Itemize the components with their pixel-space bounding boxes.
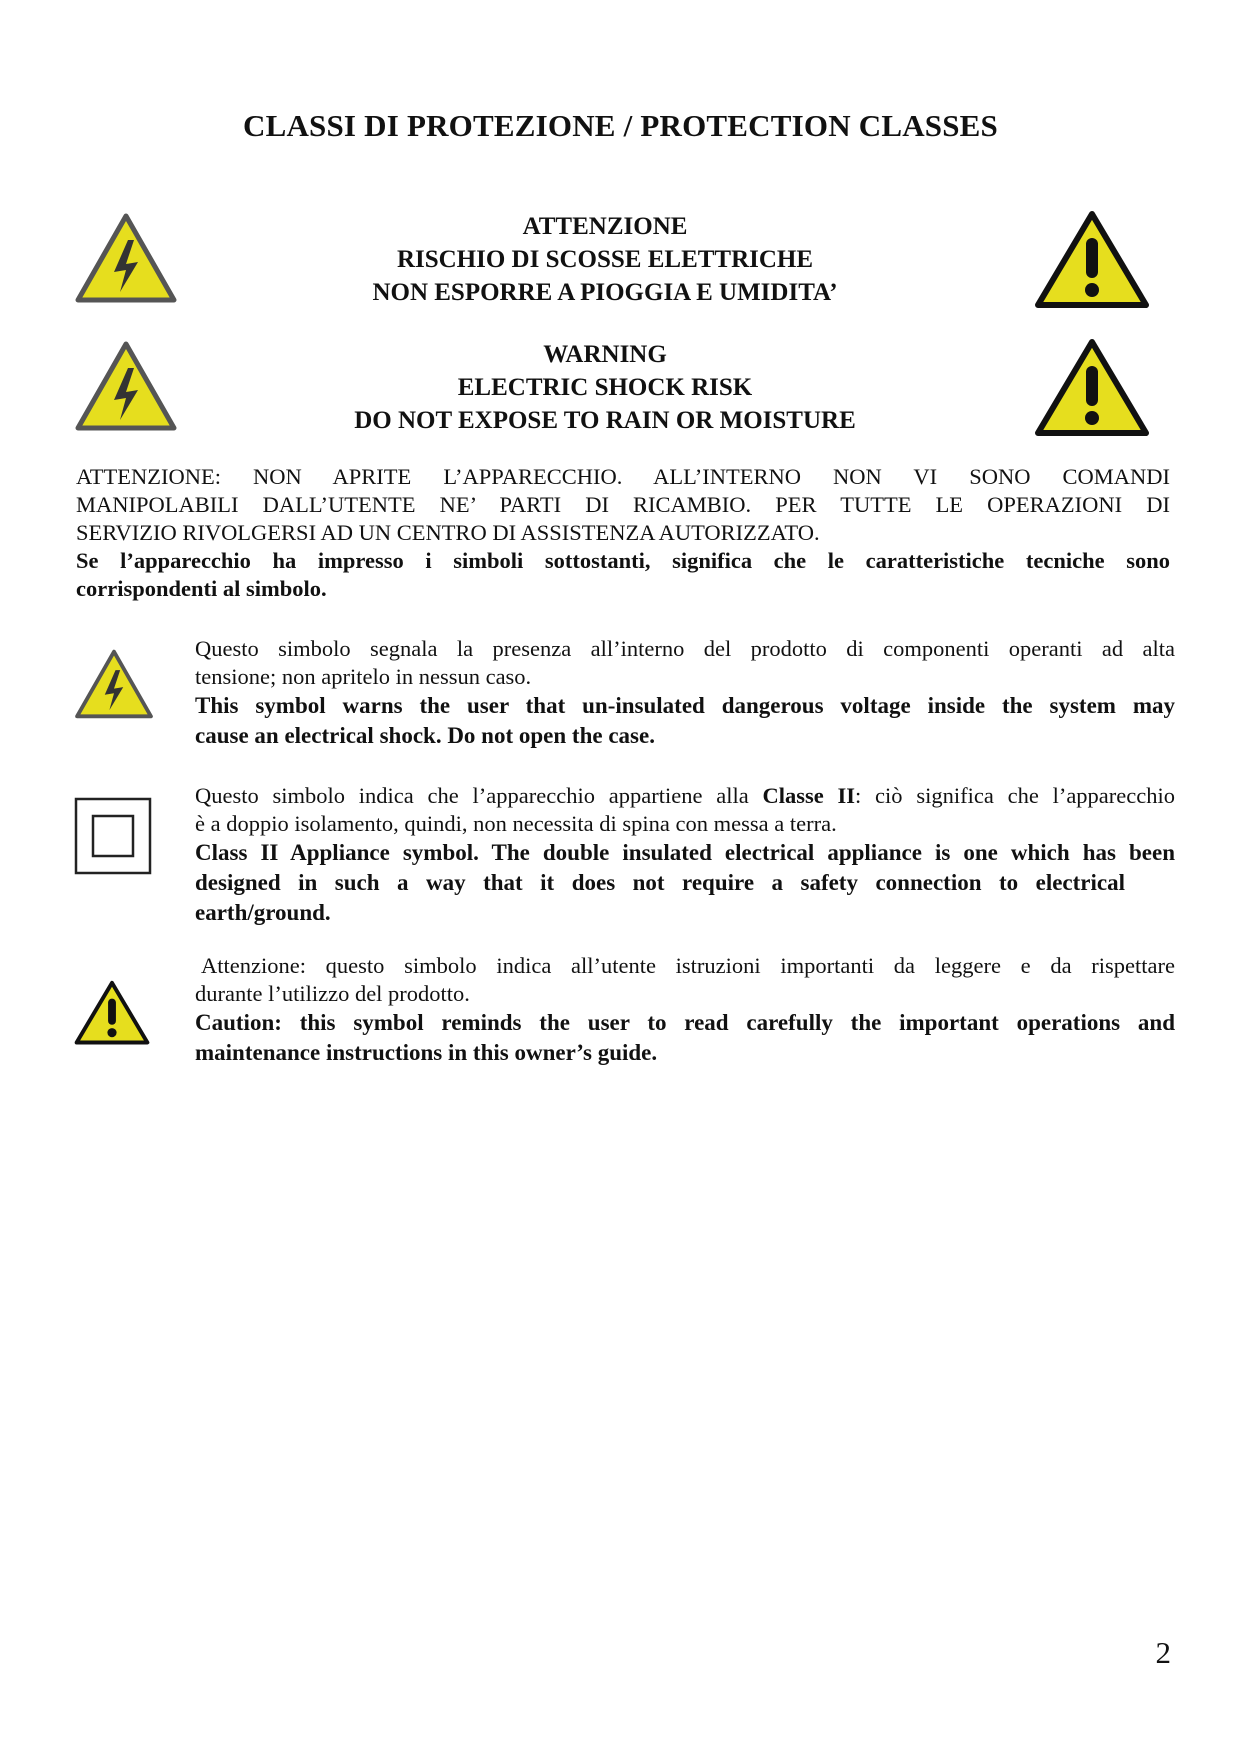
warning-it-line2: RISCHIO DI SCOSSE ELETTRICHE [396, 246, 814, 273]
notice-line: ATTENZIONE: NON APRITE L’APPARECCHIO. ALL’INTERNO NON VI SONO COMANDI [76, 464, 1170, 489]
warning-en-line3: DO NOT EXPOSE TO RAIN OR MOISTURE [354, 407, 856, 434]
lightning-triangle-icon [74, 212, 178, 304]
voltage-en-line: cause an electrical shock. Do not open the case. [195, 723, 655, 748]
voltage-it-line: Questo simbolo segnala la presenza all’interno del prodotto di componenti operanti ad alta [195, 636, 1175, 661]
warning-en-line1: WARNING [543, 341, 667, 368]
voltage-it-line: tensione; non apritelo in nessun caso. [195, 664, 532, 689]
class2-it-text: : ciò significa che l’apparecchio [855, 783, 1175, 808]
class2-it-line: è a doppio isolamento, quindi, non necessita di spina con messa a terra. [195, 811, 837, 836]
double-square-icon [74, 797, 154, 877]
class2-label: Classe II [762, 783, 856, 808]
caution-it-line: durante l’utilizzo del prodotto. [195, 981, 470, 1006]
lightning-triangle-icon [74, 648, 154, 720]
class2-it-line [195, 782, 1175, 810]
class2-symbol-text [195, 782, 1175, 928]
notice-line: SERVIZIO RIVOLGERSI AD UN CENTRO DI ASSISTENZA AUTORIZZATO. [76, 520, 820, 545]
page-number: 2 [1155, 1635, 1171, 1670]
caution-en-line: maintenance instructions in this owner’s guide. [195, 1040, 658, 1065]
class2-en-line: earth/ground. [195, 900, 331, 925]
exclamation-triangle-icon [74, 980, 150, 1046]
exclamation-triangle-icon [1034, 338, 1150, 438]
class2-en-line: Class II Appliance symbol. The double insulated electrical appliance is one which has been [195, 840, 1175, 865]
notice-bold-line: Se l’apparecchio ha impresso i simboli sottostanti, significa che le caratteristiche tecniche sono [76, 548, 1170, 573]
class2-it-text: Questo simbolo indica che l’apparecchio appartiene alla [195, 783, 763, 808]
notice-bold-line: corrispondenti al simbolo. [76, 576, 327, 601]
warning-en-block [300, 338, 910, 437]
lightning-triangle-icon [74, 340, 178, 432]
exclamation-triangle-icon [1034, 210, 1150, 310]
warning-it-block [300, 210, 910, 309]
caution-symbol-text [195, 952, 1175, 1068]
caution-en-line: Caution: this symbol reminds the user to read carefully the important operations and [195, 1010, 1175, 1035]
notice-line: MANIPOLABILI DALL’UTENTE NE’ PARTI DI RICAMBIO. PER TUTTE LE OPERAZIONI DI [76, 492, 1170, 517]
warning-en-line2: ELECTRIC SHOCK RISK [457, 374, 753, 401]
notice-paragraph [76, 463, 1170, 603]
page-title: CLASSI DI PROTEZIONE / PROTECTION CLASSES [243, 108, 998, 143]
caution-it-line: Attenzione: questo simbolo indica all’utente istruzioni importanti da leggere e da rispettare [201, 953, 1175, 978]
voltage-en-line: This symbol warns the user that un-insulated dangerous voltage inside the system may [195, 693, 1175, 718]
voltage-symbol-text [195, 635, 1175, 751]
class2-en-line: designed in such a way that it does not require a safety connection to electrical [195, 870, 1125, 895]
warning-it-line3: NON ESPORRE A PIOGGIA E UMIDITA’ [372, 279, 838, 306]
warning-it-line1: ATTENZIONE [522, 213, 688, 240]
